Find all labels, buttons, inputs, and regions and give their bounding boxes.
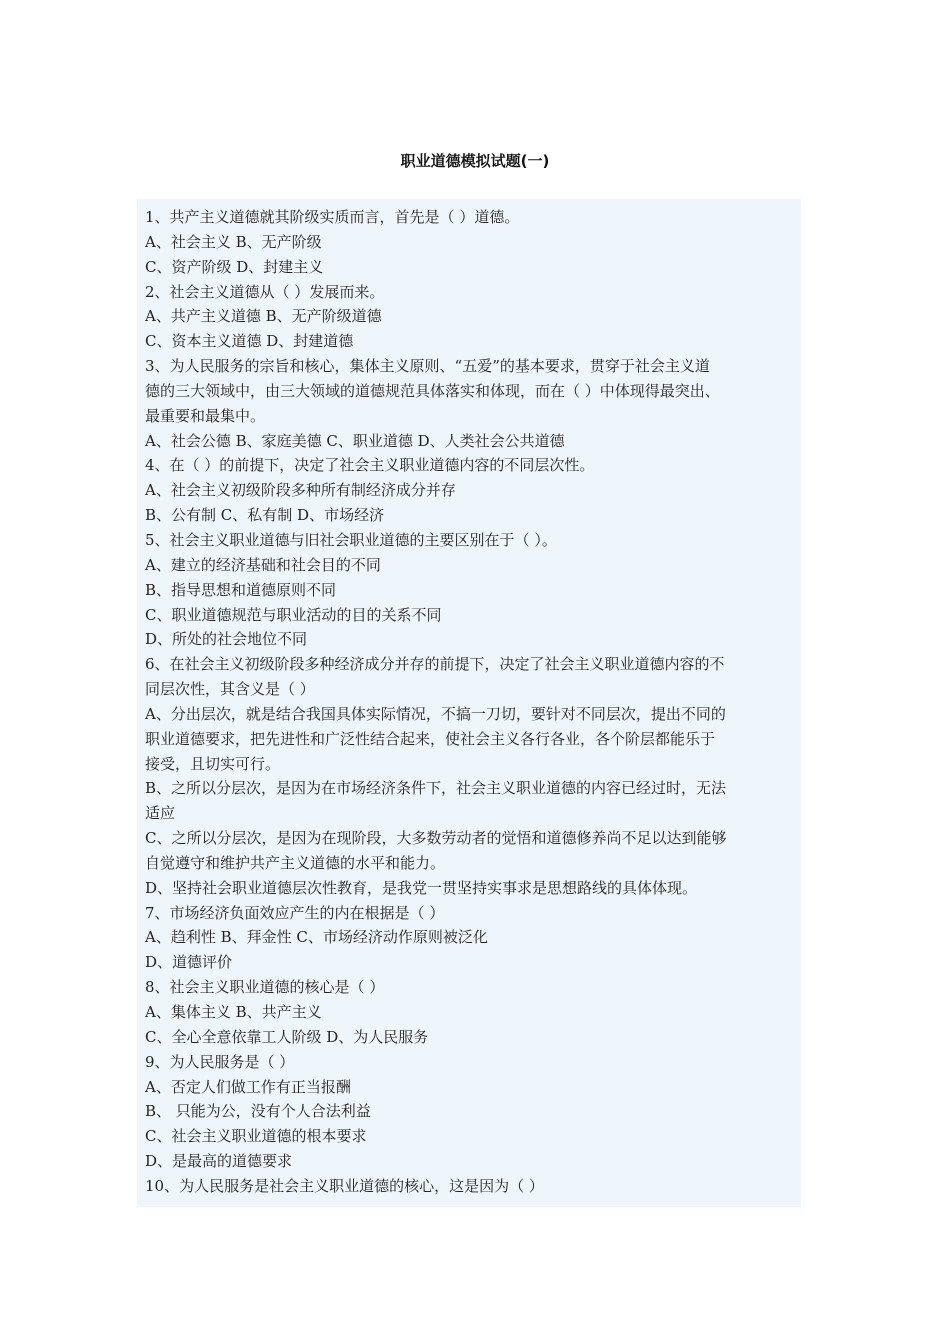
page-title: 职业道德模拟试题(一) xyxy=(400,152,550,170)
text-line: 7、市场经济负面效应产生的内在根据是（ ） xyxy=(145,903,445,922)
text-line: 接受，且切实可行。 xyxy=(145,754,281,773)
text-line: A、共产主义道德 B、无产阶级道德 xyxy=(145,307,382,326)
text-line: A、集体主义 B、共产主义 xyxy=(145,1003,322,1021)
text-line: 10、为人民服务是社会主义职业道德的核心，这是因为（ ） xyxy=(145,1176,544,1195)
text-line: C、之所以分层次，是因为在现阶段，大多数劳动者的觉悟和道德修养尚不足以达到能够 xyxy=(145,829,727,848)
text-line: 适应 xyxy=(145,804,176,823)
text-line: A、趋利性 B、拜金性 C、市场经济动作原则被泛化 xyxy=(145,928,488,947)
text-line: 职业道德要求，把先进性和广泛性结合起来，使社会主义各行各业，各个阶层都能乐于 xyxy=(145,729,716,748)
text-line: 自觉遵守和维护共产主义道德的水平和能力。 xyxy=(145,853,446,872)
text-line: A、社会公德 B、家庭美德 C、职业道德 D、人类社会公共道德 xyxy=(145,431,565,450)
text-line: B、指导思想和道德原则不同 xyxy=(145,580,337,599)
text-line: 6、在社会主义初级阶段多种经济成分并存的前提下，决定了社会主义职业道德内容的不 xyxy=(145,655,725,674)
text-line: 3、为人民服务的宗旨和核心，集体主义原则、“五爱”的基本要求，贯穿于社会主义道 xyxy=(145,357,710,376)
text-line: D、是最高的道德要求 xyxy=(145,1152,293,1171)
text-line: B、公有制 C、私有制 D、市场经济 xyxy=(145,506,385,525)
text-line: 9、为人民服务是（ ） xyxy=(145,1052,295,1071)
text-line: A、分出层次，就是结合我国具体实际情况，不搞一刀切，要针对不同层次，提出不同的 xyxy=(145,704,726,723)
text-line: 1、共产主义道德就其阶级实质而言，首先是（ ）道德。 xyxy=(145,208,520,226)
text-line: C、职业道德规范与职业活动的目的关系不同 xyxy=(145,605,442,624)
text-line: B、之所以分层次，是因为在市场经济条件下，社会主义职业道德的内容已经过时，无法 xyxy=(145,779,727,798)
text-line: A、建立的经济基础和社会目的不同 xyxy=(145,555,381,574)
text-line: C、资产阶级 D、封建主义 xyxy=(145,257,324,276)
text-line: D、所处的社会地位不同 xyxy=(145,630,308,649)
text-line: A、否定人们做工作有正当报酬 xyxy=(145,1077,351,1096)
text-line: 8、社会主义职业道德的核心是（ ） xyxy=(145,978,385,997)
text-line: D、坚持社会职业道德层次性教育，是我党一贯坚持实事求是思想路线的具体体现。 xyxy=(145,878,698,897)
text-line: 5、社会主义职业道德与旧社会职业道德的主要区别在于（ ）。 xyxy=(145,530,557,549)
text-line: 4、在（ ）的前提下，决定了社会主义职业道德内容的不同层次性。 xyxy=(145,456,595,475)
text-line: C、全心全意依靠工人阶级 D、为人民服务 xyxy=(145,1027,429,1046)
text-line: C、社会主义职业道德的根本要求 xyxy=(145,1127,367,1146)
text-line: 最重要和最集中。 xyxy=(145,406,266,425)
text-line: A、社会主义 B、无产阶级 xyxy=(145,232,322,251)
text-line: 2、社会主义道德从（ ）发展而来。 xyxy=(145,282,385,301)
question-panel xyxy=(137,199,801,1207)
text-line: 同层次性，其含义是（ ） xyxy=(145,680,315,699)
text-line: A、社会主义初级阶段多种所有制经济成分并存 xyxy=(145,481,456,500)
text-line: 德的三大领域中，由三大领域的道德规范具体落实和体现，而在（ ）中体现得最突出、 xyxy=(145,381,720,400)
text-line: C、资本主义道德 D、封建道德 xyxy=(145,332,354,351)
text-line: B、 只能为公，没有个人合法利益 xyxy=(145,1102,371,1121)
text-line: D、道德评价 xyxy=(145,953,233,972)
